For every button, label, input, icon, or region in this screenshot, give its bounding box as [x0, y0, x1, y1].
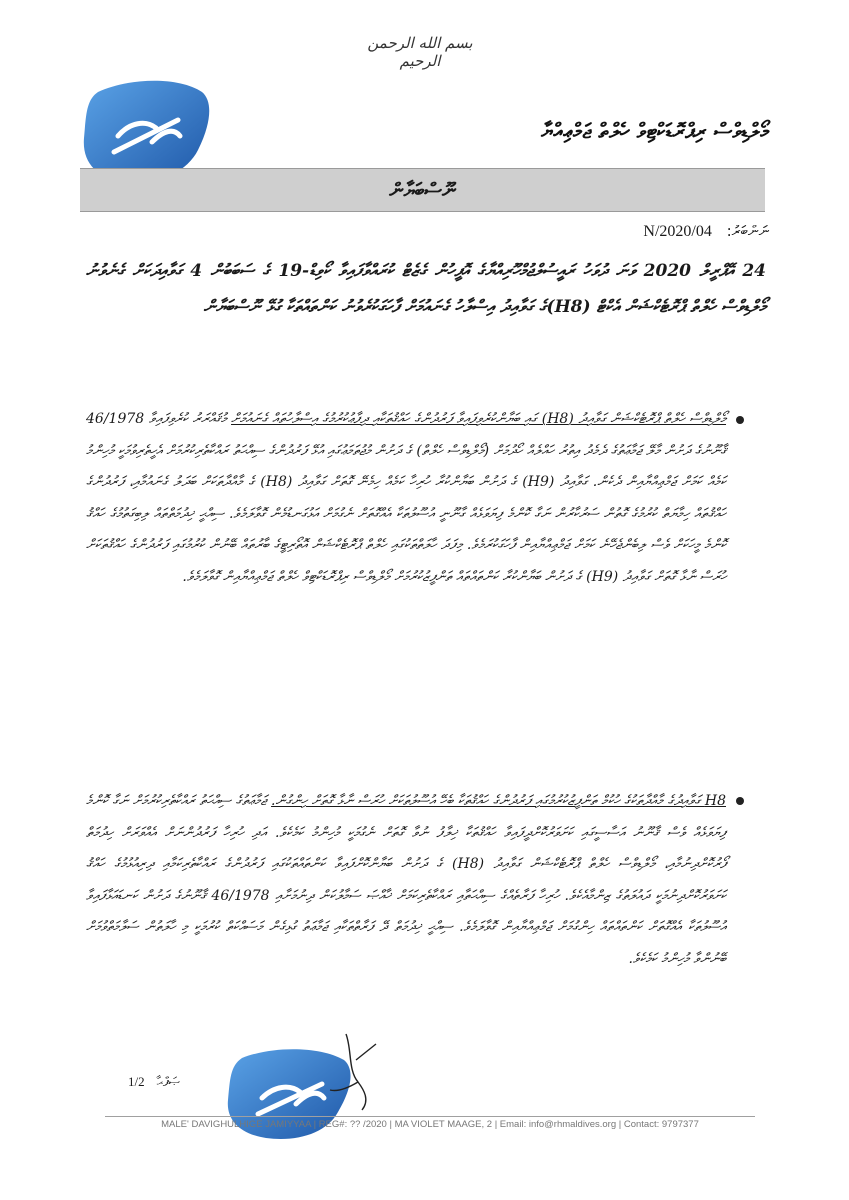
organization-name: މޯލްޑިވްސް ރިޕްރޮޑަކްޓިވް ހެލްތް ޖަމްޢިއްޔާ	[541, 118, 769, 143]
page-number-value: 1/2	[128, 1074, 145, 1089]
title-banner	[80, 168, 765, 212]
paragraph-1-body: މުޤައްރަރު ކުރެވިފައިވާ 46/1978 ޤާނޫނުގެ ދަށުން މާލޭ ޖަމާޢަތުގެ ދެމެދު އިތުރު ހައްލެއް ހޯދުމަށް (މޯލްޑިވްސް ހެލްތް) ގެ ދަށުން މުޖުތަމަޢުގައި އުޅޭ ފަރުދުންގެ ސިއްޙަތު ރައްކާތެރިކުރުމަށް އެހީތެރިވުމަކީ މުހިންމު ކަމެއް ކަމަށް ޖަމްޢިއްޔާއިން ދެކެން. ގަވާއިދު (H9) ގެ ދަށުން ބަޔާންކުރާ ހުރިހާ ކަމެއް ހިމެނޭ ގޮތަށް ގަވާއިދު (H8) ގެ މާއްދާތަކަށް ބަދަލު ގެނައުމާއި، ފަރުދުންގެ ހައްޤުތައް ހިމާޔަތް ކުރުމުގެ ގޮތުން ސަރުކާރުން ނަގާ ކޮންމެ ފިޔަވަޅެއް ގާނޫނީ އުސޫލުތަކާ އެއްގޮތަށް ނެގުމަށް އަޅުގަނޑުމެން ގޮވާލަމެވެ. ސިއްޙީ ޚިދުމަތްތައް ލިބިގަތުމުގެ ހައްޤު ކޮންމެ މީހަކަށް ވެސް ލިބެންޖެހޭނެ ކަމަށް ޖަމްޢިއްޔާއިން ފާހަގަކުރަމެވެ. މިފަދަ ހާލަތްތަކުގައި ހެލްތް ޕްރޮޓެކްޝަން އޮތޯރިޓީގެ ބާރުތައް ބޭނުން ކުރުމުގައި ފަރުދުންގެ ހައްޤުތަކަށް ހުރަސް ނާޅާ ގޮތަށް ގަވާއިދު (H9) ގެ ދަށުން ބަޔާންކުރާ ކަންތައްތައް ތަންފީޒުކުރުމަށް މޯލްޑިވްސް ރިޕްރޮޑަކްޓިވް ހެލްތް ޖަމްޢިއްޔާއިން ގޮވާލަމެވެ.	[86, 411, 726, 585]
paragraph-1-lead: މޯލްޑިވްސް ހެލްތް ޕްރޮޓެކްޝަން ގަވާއިދު (H8) ގައި ބަޔާންކުރެވިފައިވާ ފަރުދުންގެ ހައްޤުތަކާއި ދިފާޢުކުރުމުގެ އިސްލާހުތައް ގެނައުމަށް	[231, 411, 727, 427]
footer-contact: MALE' DAVIGHULHIGE JAMIYYAA | REG#: ?? /2020 | MA VIOLET MAAGE, 2 | Email: info@rhmaldives.org | Contact: 9797377	[105, 1116, 755, 1130]
reference-label: ނަންބަރު:	[726, 222, 769, 240]
page-number-label: ޞަފްޙާ	[156, 1075, 180, 1090]
bullet-point	[736, 797, 744, 805]
page-number	[128, 1074, 180, 1090]
signature	[318, 1030, 388, 1120]
paragraph-2-body: ޖަމާޢަތުގެ ސިއްޙަތު ރައްކާތެރިކުރުމަށް ނަގާ ކޮންމެ ފިޔަވަޅެއް ވެސް ޤާނޫނު އަސާސީގައި ކަށަވަރުކޮށްދީފައިވާ ހައްޤުތަކާ ޚިލާފު ނުވާ ގޮތަށް ނެގުމަކީ މުހިންމު ކަމެކެވެ. އަދި ހުރިހާ ފަރުދުންނަށް އެއްވަރަށް ހިދުމަތް ފޯރުކޮށްދިނުމާއި، މޯލްޑިވްސް ހެލްތް ޕްރޮޓެކްޝަން ގަވާއިދު (H8) ގެ ދަށުން ބަޔާންކޮށްފައިވާ ކަންތައްތަކުގައި ފަރުދުންގެ ރައްކާތެރިކަމާއި ދިރިއުޅުމުގެ ހައްޤު ކަށަވަރުކޮށްދިނުމަކީ ދައުލަތުގެ ޒިންމާއެކެވެ. ހުރިހާ ފަރާތެއްގެ ސިއްޙަތާއި ރައްކާތެރިކަމަށް ޚާއްޞަ ސަމާލުކަން ދިނުމަށާއި 46/1978 ޤާނޫނުގެ ދަށުން ކަނޑައަޅާފައިވާ އުސޫލުތަކާ އެއްގޮތަށް ކަންތައްތައް ހިންގުމަށް ޖަމްޢިއްޔާއިން ގޮވާލަމެވެ. ސިއްޙީ ޚިދުމަތް ދޭ ފަރާތްތަކާއި ޖަމާޢަތު ގުޅިގެން މަސައްކަތް ކުރުމަކީ މި ހާލަތުން ސަލާމަތްވުމަށް ބޭނުންވާ މުހިންމު ކަމެކެވެ.	[86, 793, 726, 967]
paragraph-2-lead: H8 ގަވާއިދުގެ މާއްދާތަކުގެ ހުކުމް ތަންފީޒުކުރުމުގައި ފަރުދުންގެ ހައްޤުތަކާ ބެހޭ އުސޫލުތަކަށް ހުރަސް ނާޅާ ގޮތަށް ހިންގުން.	[271, 793, 726, 809]
bismillah-calligraphy: بسم الله الرحمن الرحيم	[367, 34, 473, 70]
paragraph-1	[86, 404, 726, 744]
bullet-point	[736, 416, 744, 424]
document-title: ނޫސްބަޔާން	[389, 178, 456, 202]
paragraph-2	[86, 786, 726, 1076]
reference-number: N/2020/04	[643, 223, 712, 240]
reference-line	[643, 222, 769, 241]
intro-heading: 24 އޭޕްރީލް 2020 ވަނަ ދުވަހު ރައީސުލްޖުމްހޫރިއްޔާގެ އޮފީހުން ގެޒެޓް ކުރައްވާފައިވާ ކޯވިޑް-19 ގެ ސަބަބުން 4 ގަވާއިދަކަށް ގެނެވުނު މޯލްޑިވްސް ހެލްތް ޕްރޮޓެކްޝަން އެކްޓް (H8)ގެ ގަވާއިދު އިސްލާހު ގެނައުމަށް ފާހަގަކުރެވުނު ކަންތައްތަކާ ގުޅޭ ނޫސްބަޔާން	[86, 261, 766, 317]
